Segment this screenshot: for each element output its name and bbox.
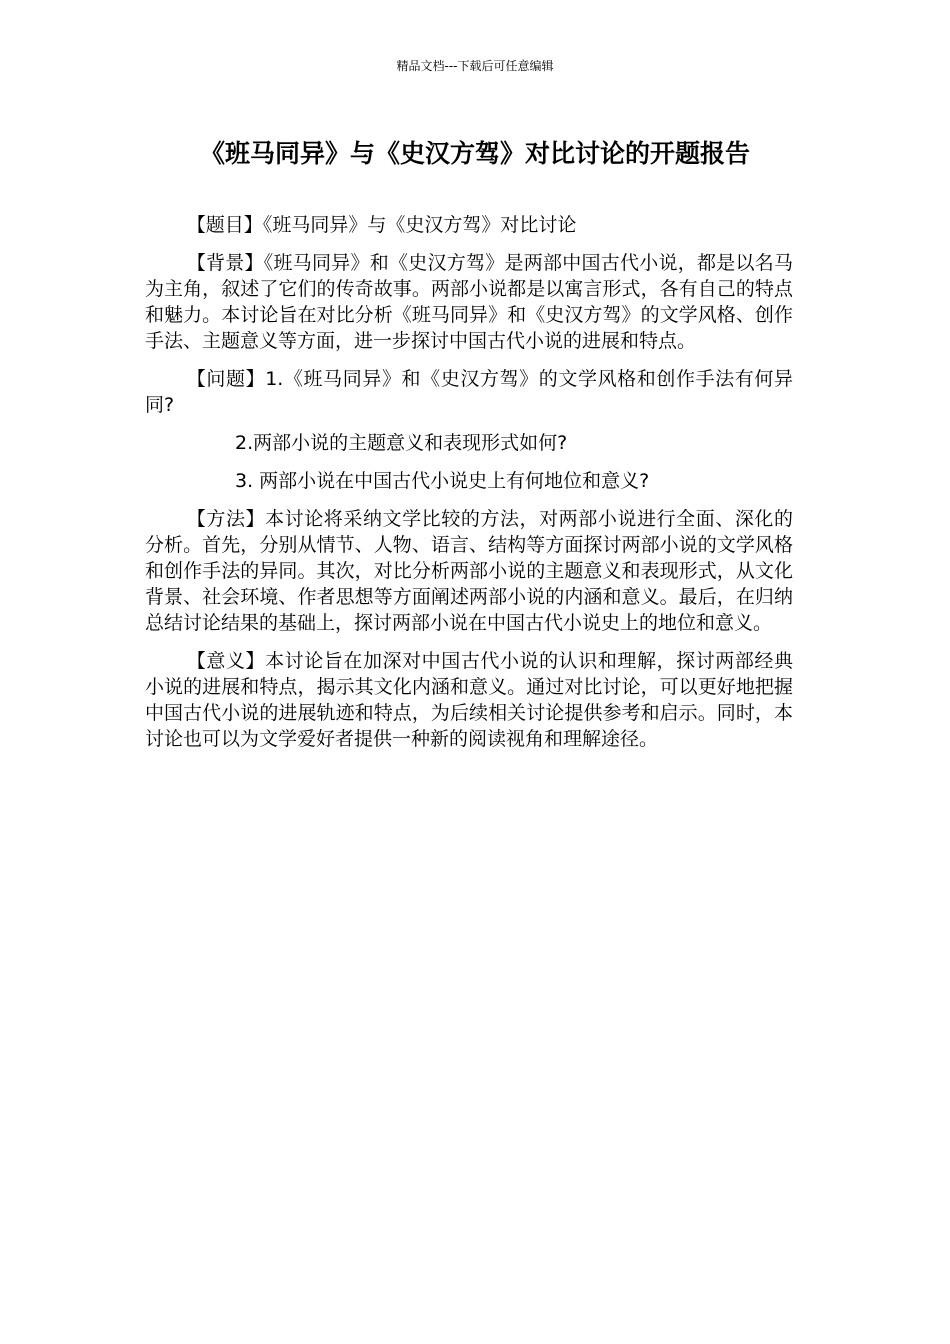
questions-paragraph bbox=[145, 366, 793, 418]
document-body bbox=[145, 212, 793, 764]
background-text: 《班马同异》和《史汉方驾》是两部中国古代小说，都是以名马为主角，叙述了它们的传奇故事。两部小说都是以寓言形式，各有自己的特点和魅力。本讨论旨在对比分析《班马同异》和《史汉方驾》的文学风格、创作手法、主题意义等方面，进一步探讨中国古代小说的进展和特点。 bbox=[145, 252, 793, 352]
method-paragraph bbox=[145, 506, 793, 636]
significance-tag: 【意义】 bbox=[186, 650, 266, 672]
significance-text: 本讨论旨在加深对中国古代小说的认识和理解，探讨两部经典小说的进展和特点，揭示其文化内涵和意义。通过对比讨论，可以更好地把握中国古代小说的进展轨迹和特点，为后续相关讨论提供参考和启示。同时，本讨论也可以为文学爱好者提供一种新的阅读视角和理解途径。 bbox=[145, 650, 793, 750]
questions-tag: 【问题】 bbox=[186, 368, 266, 390]
header-note: 精品文档---下载后可任意编辑 bbox=[396, 59, 554, 73]
topic-tag: 【题目】 bbox=[186, 214, 263, 236]
method-tag: 【方法】 bbox=[186, 508, 266, 530]
background-tag: 【背景】 bbox=[186, 252, 264, 274]
method-text: 本讨论将采纳文学比较的方法，对两部小说进行全面、深化的分析。首先，分别从情节、人物、语言、结构等方面探讨两部小说的文学风格和创作手法的异同。其次，对比分析两部小说的主题意义和表现形式，从文化背景、社会环境、作者思想等方面阐述两部小说的内涵和意义。最后，在归纳总结讨论结果的基础上，探讨两部小说在中国古代小说史上的地位和意义。 bbox=[145, 508, 793, 634]
document-title: 《班马同异》与《史汉方驾》对比讨论的开题报告 bbox=[199, 139, 750, 168]
background-paragraph bbox=[145, 250, 793, 354]
significance-paragraph bbox=[145, 648, 793, 752]
topic-text: 《班马同异》与《史汉方驾》对比讨论 bbox=[262, 214, 577, 236]
question-1: 1.《班马同异》和《史汉方驾》的文学风格和创作手法有何异同? bbox=[145, 368, 793, 416]
question-3: 3. 两部小说在中国古代小说史上有何地位和意义? bbox=[235, 470, 650, 492]
topic-paragraph bbox=[145, 212, 793, 238]
question-2: 2.两部小说的主题意义和表现形式如何? bbox=[235, 432, 568, 454]
